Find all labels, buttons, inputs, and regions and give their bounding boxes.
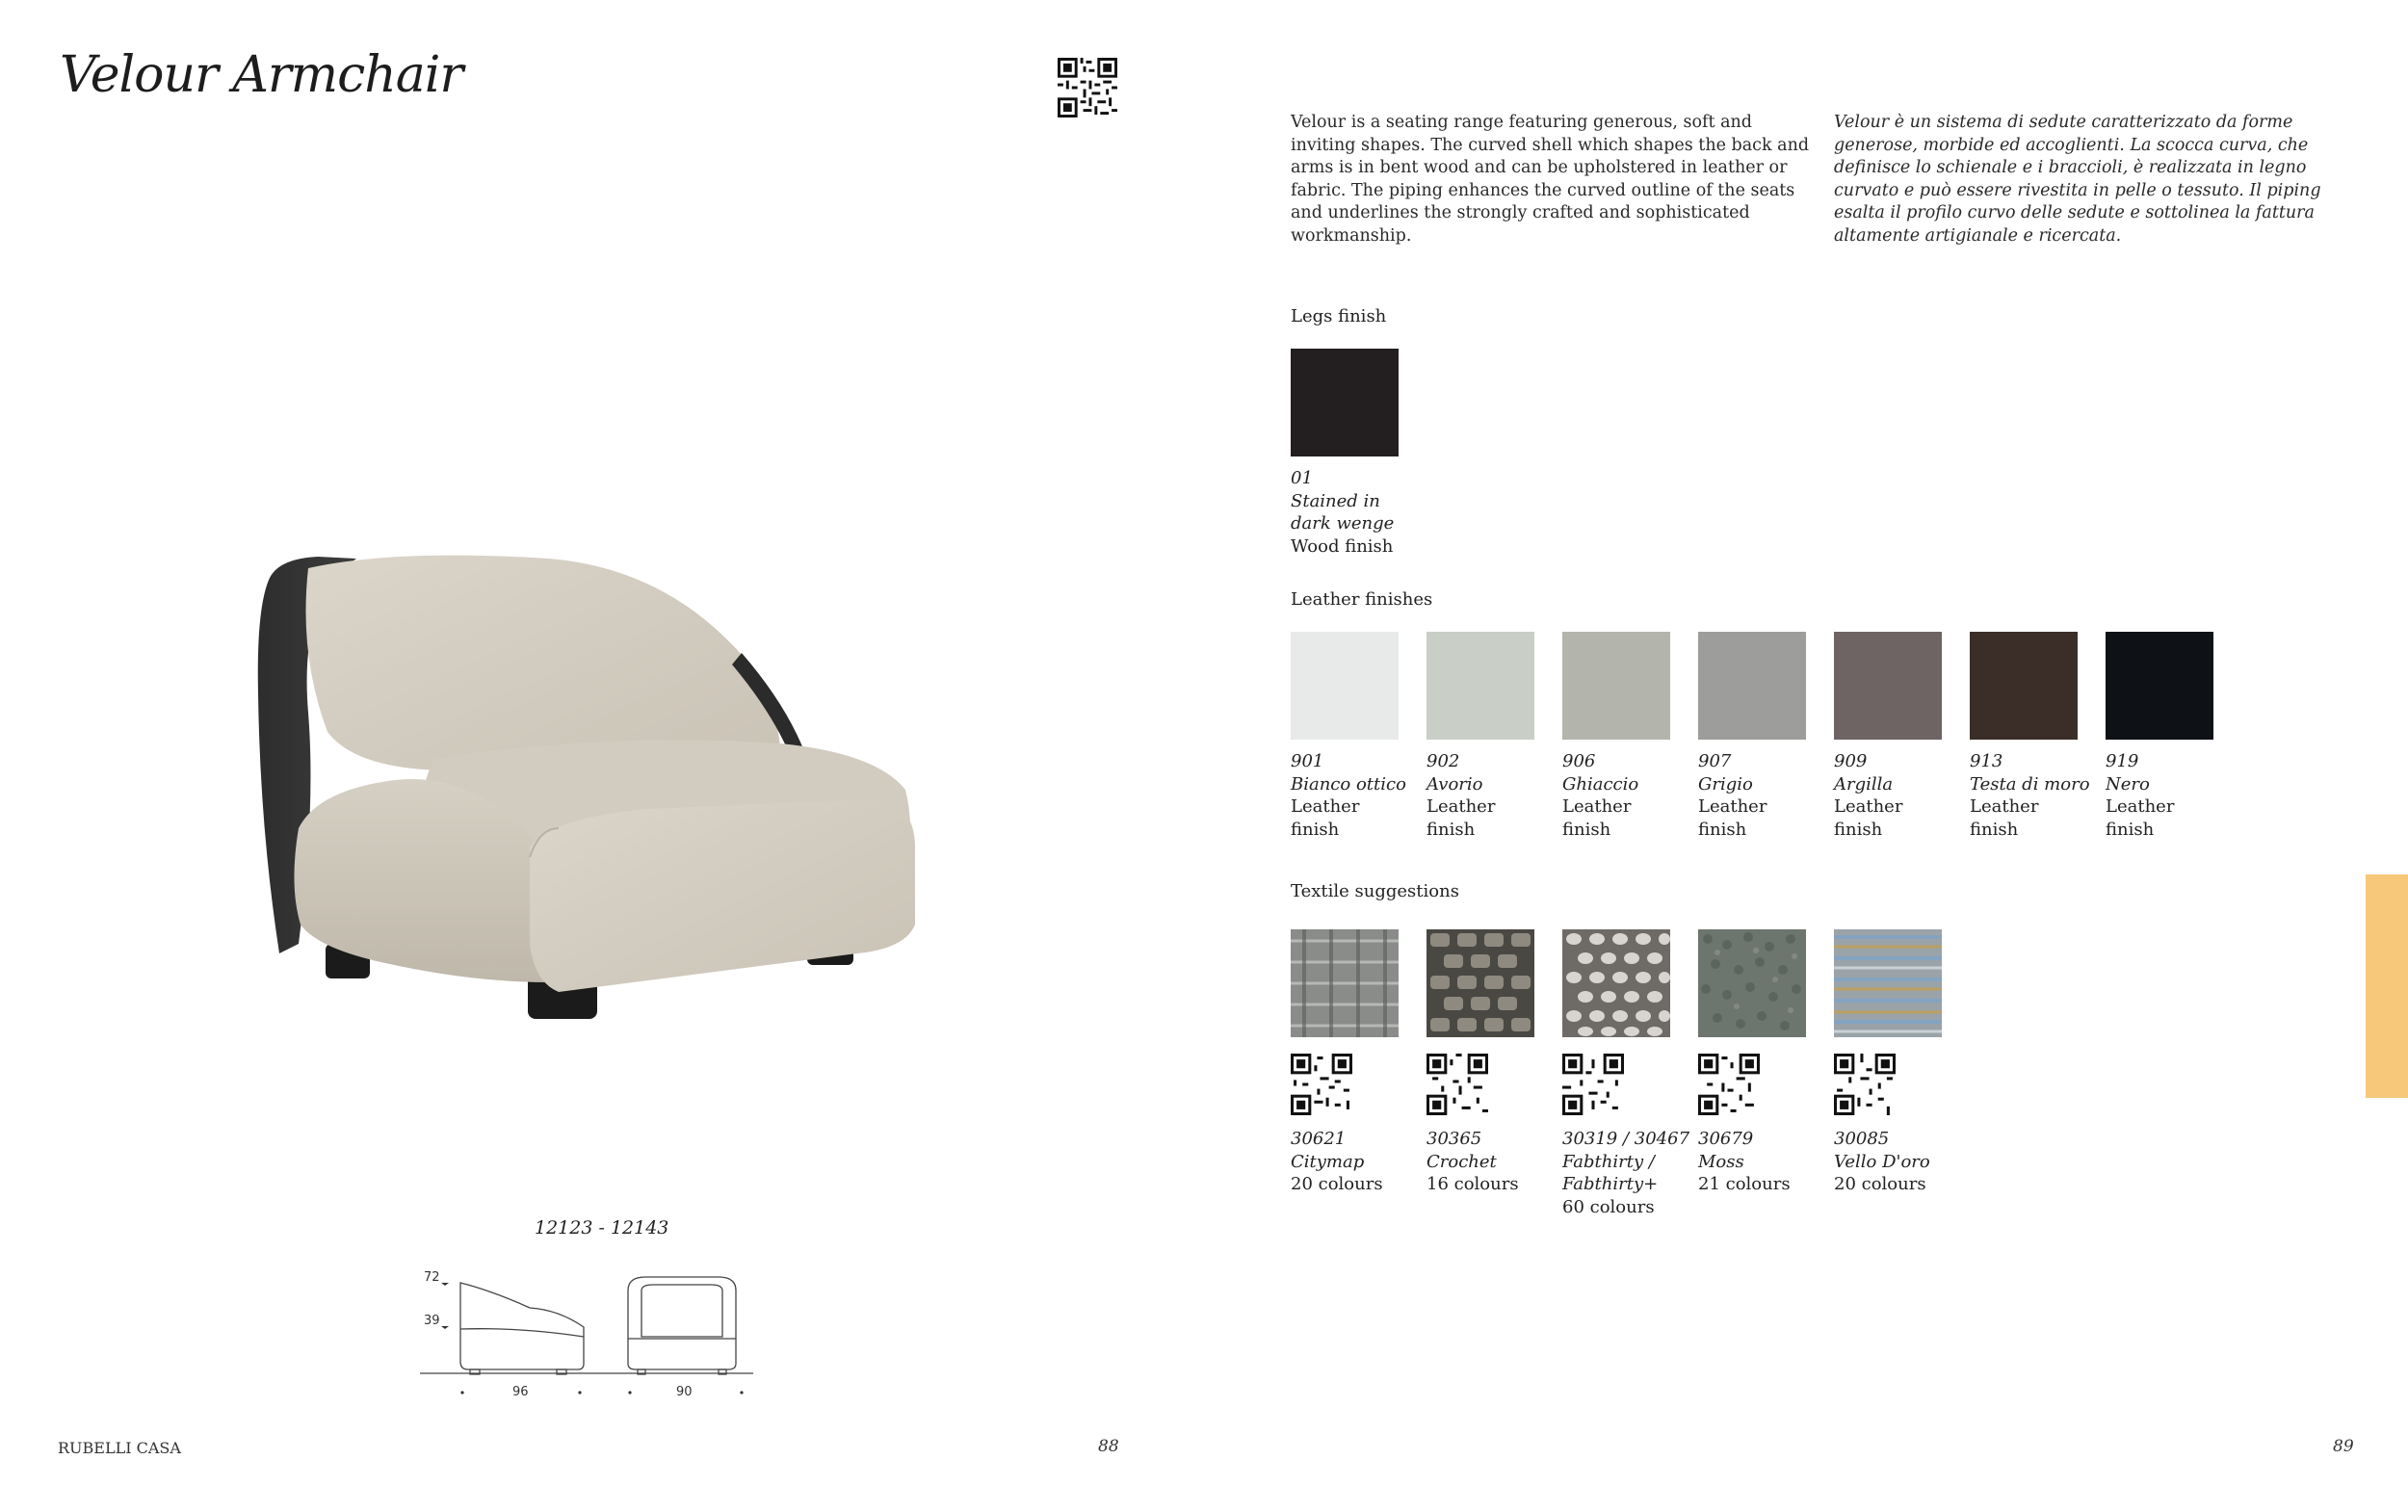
leather-caption-907 [1698, 750, 1767, 841]
legs-finish-heading: Legs finish [1291, 306, 1387, 326]
leather-caption-901 [1291, 750, 1406, 841]
leather-type-line1: Leather [2106, 796, 2175, 817]
leather-type-line1: Leather [1426, 796, 1496, 817]
textile-qr-code-icon[interactable] [1291, 1054, 1352, 1115]
page-number-right: 89 [2333, 1437, 2354, 1456]
textile-qr-code-icon[interactable] [1834, 1054, 1896, 1115]
leather-type-line1: Leather [1698, 796, 1767, 817]
leather-name: Avorio [1426, 773, 1483, 795]
leather-type-line2: finish [1291, 819, 1340, 840]
textile-name: Fabthirty / [1562, 1151, 1655, 1172]
textile-name: Crochet [1426, 1151, 1497, 1172]
legs-name-line1: Stained in [1291, 490, 1380, 511]
model-code: 12123 - 12143 [535, 1217, 669, 1238]
section-tab [2366, 874, 2408, 1098]
legs-code: 01 [1291, 468, 1313, 488]
leather-name: Argilla [1834, 773, 1894, 795]
textile-suggestions-heading: Textile suggestions [1291, 881, 1459, 901]
leather-type-line2: finish [2106, 819, 2155, 840]
leather-code: 902 [1426, 751, 1460, 771]
leather-code: 909 [1834, 751, 1868, 771]
textile-caption-30085 [1834, 1128, 1930, 1196]
legs-type: Wood finish [1291, 535, 1394, 557]
leather-caption-909 [1834, 750, 1902, 841]
leather-type-line2: finish [1426, 819, 1476, 840]
leather-name: Nero [2106, 773, 2150, 795]
leather-swatch-902[interactable] [1426, 632, 1534, 740]
textile-code: 30679 [1698, 1129, 1754, 1149]
textile-swatch-30085[interactable] [1834, 929, 1942, 1037]
leather-swatch-909[interactable] [1834, 632, 1942, 740]
dimension-seat-height: 39 [424, 1314, 440, 1328]
textile-colours: 16 colours [1426, 1174, 1519, 1194]
leather-name: Bianco ottico [1291, 773, 1406, 795]
textile-qr-code-icon[interactable] [1562, 1054, 1624, 1115]
leather-code: 913 [1970, 751, 2003, 771]
leather-swatch-907[interactable] [1698, 632, 1806, 740]
armchair-photo [241, 539, 934, 1030]
leather-type-line1: Leather [1562, 796, 1632, 817]
leather-code: 907 [1698, 751, 1732, 771]
leather-name: Ghiaccio [1562, 773, 1639, 795]
textile-colours: 60 colours [1562, 1196, 1655, 1217]
textile-swatch-30679[interactable] [1698, 929, 1806, 1037]
leather-code: 906 [1562, 751, 1596, 771]
textile-swatch-30365[interactable] [1426, 929, 1534, 1037]
leather-caption-906 [1562, 750, 1638, 841]
textile-code: 30365 [1426, 1129, 1482, 1149]
dimension-height-total: 72 [424, 1270, 440, 1285]
leather-caption-919 [2106, 750, 2174, 841]
textile-name-line2: Fabthirty+ [1562, 1174, 1659, 1194]
textile-caption-30679 [1698, 1128, 1791, 1196]
textile-name: Vello D'oro [1834, 1151, 1930, 1172]
footer-brand: RUBELLI CASA [58, 1439, 181, 1457]
leather-name: Testa di moro [1970, 773, 2090, 795]
dimension-drawing [414, 1262, 780, 1406]
page-number-left: 88 [1098, 1437, 1119, 1456]
legs-caption [1291, 467, 1394, 558]
textile-swatch-30621[interactable] [1291, 929, 1399, 1037]
textile-swatch-30319[interactable] [1562, 929, 1670, 1037]
leather-type-line1: Leather [1291, 796, 1360, 817]
description-italian: Velour è un sistema di sedute caratterizzato da forme generose, morbide ed accoglienti. La scocca curva, che definisce lo schienale e i braccioli, è realizzata in legno curvato e può essere rivestita in pelle o tessuto. Il piping esalta il profilo curvo delle sedute e sottolinea la fattura altamente artigianale e ricercata. [1834, 113, 2321, 246]
textile-code: 30621 [1291, 1129, 1347, 1149]
leather-swatch-901[interactable] [1291, 632, 1399, 740]
leather-type-line1: Leather [1970, 796, 2039, 817]
textile-name: Citymap [1291, 1151, 1365, 1172]
dimension-depth: 96 [512, 1385, 529, 1399]
textile-colours: 20 colours [1291, 1174, 1383, 1194]
leather-caption-913 [1970, 750, 2090, 841]
legs-name-line2: dark wenge [1291, 513, 1395, 534]
leather-type-line2: finish [1562, 819, 1611, 840]
textile-code: 30085 [1834, 1129, 1890, 1149]
leather-swatch-906[interactable] [1562, 632, 1670, 740]
leather-code: 919 [2106, 751, 2139, 771]
textile-colours: 20 colours [1834, 1174, 1926, 1194]
textile-caption-30621 [1291, 1128, 1383, 1196]
textile-qr-code-icon[interactable] [1426, 1054, 1488, 1115]
description-english: Velour is a seating range featuring generous, soft and inviting shapes. The curved shell which shapes the back and arms is in bent wood and can be upholstered in leather or fabric. The piping enhances the curved outline of the seats and underlines the strongly crafted and sophisticated workmanship. [1291, 113, 1810, 246]
textile-name: Moss [1698, 1151, 1744, 1172]
textile-caption-30319 [1562, 1128, 1689, 1218]
leather-type-line2: finish [1698, 819, 1747, 840]
qr-code-icon[interactable] [1058, 58, 1117, 117]
leather-caption-902 [1426, 750, 1495, 841]
page-title: Velour Armchair [60, 46, 463, 104]
leather-code: 901 [1291, 751, 1324, 771]
leather-type-line2: finish [1970, 819, 2019, 840]
dimension-width: 90 [676, 1385, 693, 1399]
leather-swatch-919[interactable] [2106, 632, 2213, 740]
leather-type-line1: Leather [1834, 796, 1903, 817]
legs-swatch[interactable] [1291, 349, 1399, 456]
leather-name: Grigio [1698, 773, 1753, 795]
textile-caption-30365 [1426, 1128, 1519, 1196]
leather-type-line2: finish [1834, 819, 1883, 840]
textile-qr-code-icon[interactable] [1698, 1054, 1760, 1115]
textile-code: 30319 / 30467 [1562, 1129, 1690, 1149]
leather-finishes-heading: Leather finishes [1291, 589, 1433, 610]
leather-swatch-913[interactable] [1970, 632, 2078, 740]
textile-colours: 21 colours [1698, 1174, 1791, 1194]
